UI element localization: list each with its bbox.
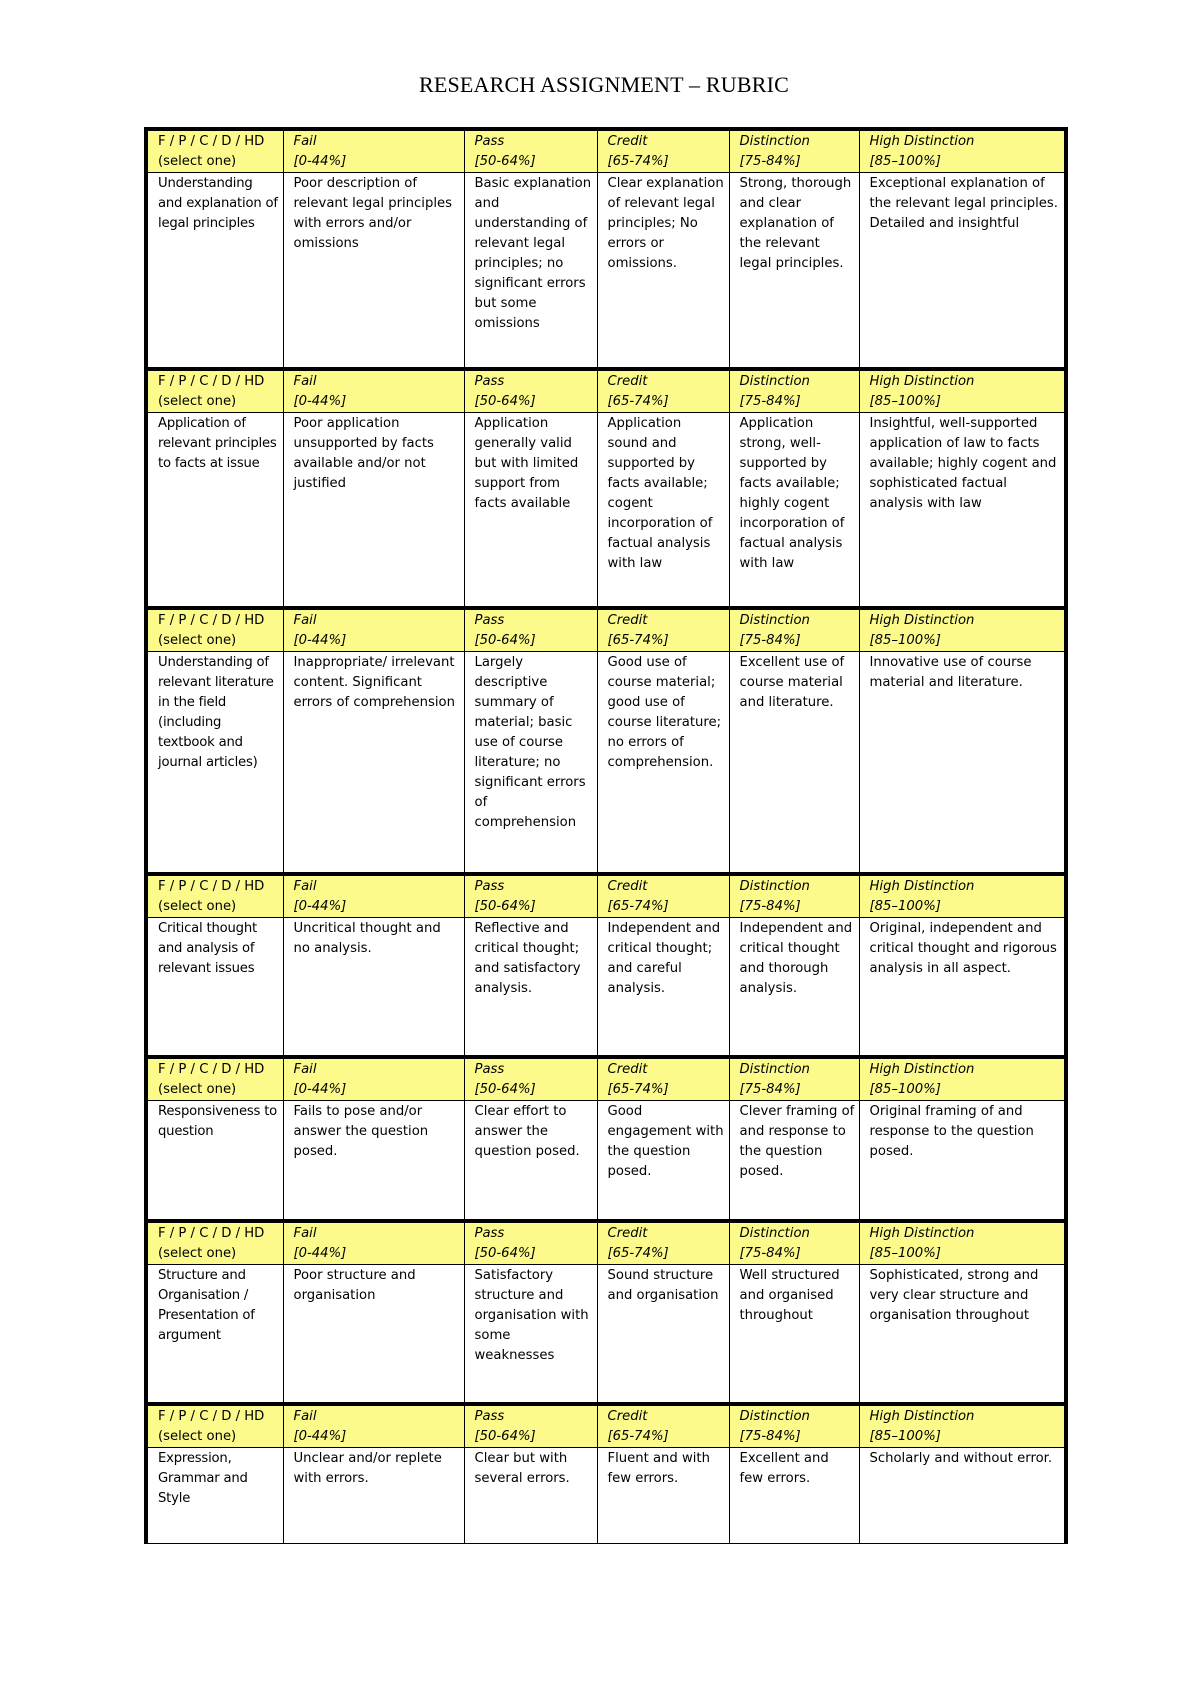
grade-band-header — [729, 874, 859, 918]
grade-selector-cell[interactable] — [146, 608, 283, 652]
grade-band-range: [65-74%] — [607, 1245, 669, 1261]
grade-selector-hint: (select one) — [158, 633, 237, 648]
grade-band-name: Distinction — [739, 878, 810, 894]
grade-band-name: Credit — [607, 1062, 648, 1077]
criterion-row — [146, 917, 1066, 1057]
grade-band-range: [85–100%] — [869, 1429, 941, 1444]
grade-band-range: [0-44%] — [293, 898, 347, 914]
grade-band-range: [65-74%] — [607, 898, 669, 914]
grade-band-range: [50-64%] — [474, 154, 536, 169]
grade-selector-cell[interactable] — [146, 1404, 283, 1448]
grade-band-range: [75-84%] — [739, 633, 801, 648]
grade-band-range: [75-84%] — [739, 154, 801, 169]
criterion-descriptor: Clear effort to answer the question posed. — [464, 1101, 597, 1221]
grade-band-range: [50-64%] — [474, 1429, 536, 1444]
grade-band-name: Fail — [293, 878, 317, 894]
grade-band-range: [75-84%] — [739, 1082, 801, 1097]
grade-band-range: [75-84%] — [739, 393, 801, 409]
criterion-descriptor: Excellent and few errors. — [729, 1448, 859, 1544]
grade-band-name: Fail — [293, 1225, 317, 1241]
grade-band-header — [729, 1057, 859, 1101]
criterion-row — [146, 652, 1066, 874]
grade-band-range: [85–100%] — [869, 633, 941, 648]
grade-selector-hint: (select one) — [158, 393, 237, 409]
criterion-descriptor: Largely descriptive summary of material; basic use of course literature; no significant errors of comprehension — [464, 652, 597, 874]
grade-header-row — [146, 1057, 1066, 1101]
grade-header-row — [146, 1221, 1066, 1265]
grade-band-range: [75-84%] — [739, 1429, 801, 1444]
grade-band-name: Credit — [607, 134, 648, 149]
grade-band-range: [65-74%] — [607, 1082, 669, 1097]
grade-selector-cell[interactable] — [146, 1221, 283, 1265]
grade-band-name: Fail — [293, 613, 317, 628]
criterion-descriptor: Application strong, well-supported by facts available; highly cogent incorporation of factual analysis with law — [729, 412, 859, 608]
grade-band-header — [283, 129, 464, 173]
grade-band-name: Credit — [607, 613, 648, 628]
criterion-descriptor: Reflective and critical thought; and satisfactory analysis. — [464, 917, 597, 1057]
grade-band-name: High Distinction — [869, 1062, 975, 1077]
grade-band-name: Distinction — [739, 373, 810, 389]
grade-band-range: [75-84%] — [739, 1245, 801, 1261]
criterion-name: Responsiveness to question — [146, 1101, 283, 1221]
grade-header-row — [146, 608, 1066, 652]
criterion-name: Expression, Grammar and Style — [146, 1448, 283, 1544]
criterion-descriptor: Fails to pose and/or answer the question posed. — [283, 1101, 464, 1221]
grade-band-header — [464, 1057, 597, 1101]
criterion-descriptor: Insightful, well-supported application of law to facts available; highly cogent and sophisticated factual analysis with law — [859, 412, 1066, 608]
grade-band-name: High Distinction — [869, 134, 975, 149]
criterion-descriptor: Sound structure and organisation — [597, 1264, 729, 1404]
grade-selector-hint: (select one) — [158, 1082, 237, 1097]
grade-band-header — [464, 608, 597, 652]
criterion-descriptor: Basic explanation and understanding of relevant legal principles; no significant errors but some omissions — [464, 173, 597, 369]
grade-band-header — [859, 369, 1066, 413]
grade-band-range: [65-74%] — [607, 393, 669, 409]
grade-selector-label: F / P / C / D / HD — [158, 613, 265, 628]
criterion-row — [146, 1264, 1066, 1404]
grade-band-name: Pass — [474, 613, 505, 628]
criterion-descriptor: Clever framing of and response to the question posed. — [729, 1101, 859, 1221]
grade-selector-label: F / P / C / D / HD — [158, 878, 265, 894]
criterion-descriptor: Exceptional explanation of the relevant legal principles. Detailed and insightful — [859, 173, 1066, 369]
grade-band-range: [65-74%] — [607, 154, 669, 169]
grade-band-header — [859, 129, 1066, 173]
criterion-row — [146, 412, 1066, 608]
grade-band-range: [0-44%] — [293, 1082, 347, 1097]
grade-band-range: [85–100%] — [869, 393, 941, 409]
grade-band-range: [85–100%] — [869, 154, 941, 169]
grade-selector-hint: (select one) — [158, 1429, 237, 1444]
grade-band-range: [65-74%] — [607, 633, 669, 648]
grade-band-header — [729, 1404, 859, 1448]
grade-band-name: High Distinction — [869, 373, 975, 389]
grade-band-header — [859, 1221, 1066, 1265]
grade-band-name: Distinction — [739, 613, 810, 628]
grade-band-header — [859, 608, 1066, 652]
grade-band-name: Distinction — [739, 1409, 810, 1424]
criterion-descriptor: Independent and critical thought and thorough analysis. — [729, 917, 859, 1057]
grade-selector-label: F / P / C / D / HD — [158, 1225, 265, 1241]
grade-band-name: Fail — [293, 134, 317, 149]
grade-band-name: High Distinction — [869, 1225, 975, 1241]
grade-band-header — [597, 369, 729, 413]
criterion-row — [146, 173, 1066, 369]
criterion-descriptor: Clear but with several errors. — [464, 1448, 597, 1544]
criterion-descriptor: Scholarly and without error. — [859, 1448, 1066, 1544]
grade-header-row — [146, 1404, 1066, 1448]
criterion-descriptor: Original framing of and response to the question posed. — [859, 1101, 1066, 1221]
grade-band-header — [464, 874, 597, 918]
grade-band-range: [50-64%] — [474, 393, 536, 409]
criterion-descriptor: Independent and critical thought; and careful analysis. — [597, 917, 729, 1057]
grade-band-range: [0-44%] — [293, 154, 347, 169]
criterion-descriptor: Application generally valid but with limited support from facts available — [464, 412, 597, 608]
criterion-name: Understanding of relevant literature in the field (including textbook and journal articles) — [146, 652, 283, 874]
grade-band-header — [464, 1404, 597, 1448]
grade-band-header — [597, 608, 729, 652]
grade-band-header — [597, 1404, 729, 1448]
grade-band-name: Distinction — [739, 1225, 810, 1241]
grade-band-name: Fail — [293, 1409, 317, 1424]
grade-band-range: [85–100%] — [869, 898, 941, 914]
grade-band-header — [464, 129, 597, 173]
grade-band-name: High Distinction — [869, 878, 975, 894]
criterion-descriptor: Poor description of relevant legal principles with errors and/or omissions — [283, 173, 464, 369]
grade-selector-hint: (select one) — [158, 898, 237, 914]
rubric-body — [146, 129, 1066, 1544]
criterion-descriptor: Satisfactory structure and organisation with some weaknesses — [464, 1264, 597, 1404]
grade-band-range: [0-44%] — [293, 1429, 347, 1444]
criterion-descriptor: Innovative use of course material and literature. — [859, 652, 1066, 874]
criterion-name: Structure and Organisation / Presentation of argument — [146, 1264, 283, 1404]
grade-band-header — [859, 1404, 1066, 1448]
grade-selector-label: F / P / C / D / HD — [158, 134, 265, 149]
grade-selector-label: F / P / C / D / HD — [158, 373, 265, 389]
grade-band-header — [283, 874, 464, 918]
criterion-descriptor: Poor structure and organisation — [283, 1264, 464, 1404]
grade-band-name: Pass — [474, 1062, 505, 1077]
criterion-name: Understanding and explanation of legal principles — [146, 173, 283, 369]
grade-band-header — [283, 1221, 464, 1265]
grade-header-row — [146, 129, 1066, 173]
grade-band-header — [283, 1404, 464, 1448]
grade-band-name: Fail — [293, 1062, 317, 1077]
grade-band-name: Pass — [474, 373, 505, 389]
grade-selector-cell[interactable] — [146, 874, 283, 918]
grade-selector-label: F / P / C / D / HD — [158, 1409, 265, 1424]
grade-band-range: [50-64%] — [474, 898, 536, 914]
criterion-descriptor: Good use of course material; good use of course literature; no errors of comprehension. — [597, 652, 729, 874]
grade-band-header — [729, 129, 859, 173]
grade-band-name: Pass — [474, 1409, 505, 1424]
grade-selector-cell[interactable] — [146, 1057, 283, 1101]
grade-band-header — [597, 1221, 729, 1265]
grade-band-range: [75-84%] — [739, 898, 801, 914]
grade-band-range: [65-74%] — [607, 1429, 669, 1444]
grade-band-name: Pass — [474, 134, 505, 149]
grade-header-row — [146, 874, 1066, 918]
grade-band-header — [283, 608, 464, 652]
criterion-descriptor: Unclear and/or replete with errors. — [283, 1448, 464, 1544]
grade-band-header — [597, 1057, 729, 1101]
grade-band-range: [50-64%] — [474, 1245, 536, 1261]
grade-selector-cell[interactable] — [146, 369, 283, 413]
criterion-descriptor: Original, independent and critical thought and rigorous analysis in all aspect. — [859, 917, 1066, 1057]
grade-band-name: Credit — [607, 878, 648, 894]
grade-band-header — [597, 874, 729, 918]
grade-band-name: Credit — [607, 1409, 648, 1424]
grade-selector-hint: (select one) — [158, 154, 237, 169]
criterion-descriptor: Strong, thorough and clear explanation of the relevant legal principles. — [729, 173, 859, 369]
page-title: RESEARCH ASSIGNMENT – RUBRIC — [418, 72, 790, 97]
criterion-descriptor: Inappropriate/ irrelevant content. Significant errors of comprehension — [283, 652, 464, 874]
criterion-row — [146, 1101, 1066, 1221]
grade-band-name: Pass — [474, 1225, 505, 1241]
criterion-descriptor: Poor application unsupported by facts available and/or not justified — [283, 412, 464, 608]
grade-band-header — [597, 129, 729, 173]
grade-selector-cell[interactable] — [146, 129, 283, 173]
grade-band-range: [0-44%] — [293, 633, 347, 648]
grade-selector-label: F / P / C / D / HD — [158, 1062, 265, 1077]
criterion-descriptor: Clear explanation of relevant legal principles; No errors or omissions. — [597, 173, 729, 369]
grade-band-name: Credit — [607, 1225, 648, 1241]
grade-band-range: [0-44%] — [293, 393, 347, 409]
criterion-descriptor: Fluent and with few errors. — [597, 1448, 729, 1544]
grade-band-range: [85–100%] — [869, 1082, 941, 1097]
grade-band-header — [729, 608, 859, 652]
criterion-row — [146, 1448, 1066, 1544]
grade-band-name: High Distinction — [869, 613, 975, 628]
grade-band-header — [859, 1057, 1066, 1101]
criterion-descriptor: Excellent use of course material and literature. — [729, 652, 859, 874]
grade-band-header — [729, 369, 859, 413]
grade-band-name: High Distinction — [869, 1409, 975, 1424]
grade-band-name: Pass — [474, 878, 505, 894]
criterion-descriptor: Well structured and organised throughout — [729, 1264, 859, 1404]
grade-selector-hint: (select one) — [158, 1245, 237, 1261]
criterion-name: Critical thought and analysis of relevant issues — [146, 917, 283, 1057]
grade-band-header — [729, 1221, 859, 1265]
grade-header-row — [146, 369, 1066, 413]
grade-band-range: [0-44%] — [293, 1245, 347, 1261]
criterion-descriptor: Good engagement with the question posed. — [597, 1101, 729, 1221]
grade-band-name: Credit — [607, 373, 648, 389]
rubric-table — [144, 127, 1068, 1544]
criterion-descriptor: Application sound and supported by facts available; cogent incorporation of factual analysis with law — [597, 412, 729, 608]
grade-band-name: Distinction — [739, 1062, 810, 1077]
grade-band-header — [464, 369, 597, 413]
grade-band-name: Fail — [293, 373, 317, 389]
grade-band-header — [283, 369, 464, 413]
criterion-name: Application of relevant principles to facts at issue — [146, 412, 283, 608]
grade-band-range: [85–100%] — [869, 1245, 941, 1261]
grade-band-name: Distinction — [739, 134, 810, 149]
criterion-descriptor: Uncritical thought and no analysis. — [283, 917, 464, 1057]
criterion-descriptor: Sophisticated, strong and very clear structure and organisation throughout — [859, 1264, 1066, 1404]
grade-band-header — [283, 1057, 464, 1101]
grade-band-range: [50-64%] — [474, 1082, 536, 1097]
grade-band-header — [464, 1221, 597, 1265]
grade-band-header — [859, 874, 1066, 918]
grade-band-range: [50-64%] — [474, 633, 536, 648]
